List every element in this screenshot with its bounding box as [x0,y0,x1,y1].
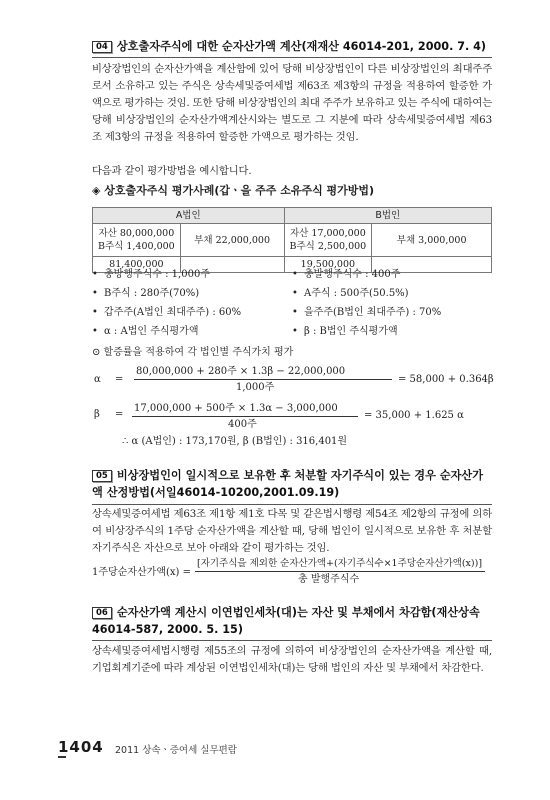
bullet-right-3: • 을주주(B법인 최대주주) : 70% [292,307,442,318]
section-4-paragraph: 비상장법인의 순자산가액을 계산함에 있어 당해 비상장법인이 다른 비상장법인의 최대주주로서 소유하고 있는 주식은 상속세및증여세법 제63조 제3항의 규정을 적용하여 할증한 가액으로 평가하는 것임. 또한 당해 비상장법인의 최대 주주가 보유하고 있는 주식에 대하여는 당해 비상장법인의 순자산가액계산시와는 별도로 그 지분에 따라 상속세및증여세법 제63조 제3항의 규정을 적용하여 할증한 가액으로 평가하는 것임. [92,63,492,143]
table-b-total: 19,500,000 [284,257,372,273]
formula1-denominator: 1,000주 [236,382,275,393]
section-4-heading [92,38,492,55]
formula2-eq: = [115,409,124,420]
bullet-right-4: • β : B법인 주식평가액 [292,326,398,337]
formula1-fraction-bar [134,379,392,380]
formula2-rhs: = 35,000 + 1.625 α [364,410,464,421]
bullet-text: 총방행주식수 : 1,000주 [104,269,210,280]
page-number-underline [58,756,66,758]
bullet-left-2: • B주식 : 280주(70%) [92,288,200,299]
table-header-a: A법인 [93,208,285,224]
conclusion: ∴ α (A법인) : 173,170원, β (B법인) : 316,401원 [122,436,348,447]
table-a-total: 81,400,000 [93,257,181,273]
bullet-text: 을주주(B법인 최대주주) : 70% [304,307,442,318]
section-4-title: 상호출자주식에 대한 순자산가액 계산(재재산 46014-201, 2000. 7. 4) [116,40,487,53]
valuation-table [92,207,492,273]
section-6-paragraph: 상속세및증여세법시행령 제55조의 규정에 의하여 비상장법인의 순자산가액을 계산할 때, 기업회계기준에 따라 계상된 이연법인세차(대)는 당해 법인의 자산 및 부채에서 차감한다. [92,645,492,674]
bullet-text: 갑주주(A법인 최대주주) : 60% [104,307,242,318]
formula2-denominator: 400주 [228,419,257,430]
bullet-right-2: • A주식 : 500주(50.5%) [292,288,409,299]
formula2-numerator: 17,000,000 + 500주 × 1.3α − 3,000,000 [134,403,338,414]
formula1-lhs: α [94,374,101,385]
bullet-right-1: • 총발행주식수 : 400주 [292,269,401,280]
a-bshares-line: B주식 1,400,000 [98,241,175,252]
formula3-lhs: 1주당순자산가액(x) = [92,567,191,578]
section-5-paragraph: 상속세및증여세법 제63조 제1항 제1호 다목 및 같은법시행령 제54조 제2항의 규정에 의하여 비상장주식의 1주당 순자산가액을 계산할 때, 당해 법인이 일시적으로 보유한 후 처분할 자기주식은 자산으로 보아 아래와 같이 평가하는 것임. [92,508,492,554]
formula3-numerator: [자기주식을 제외한 순자산가액+(자기주식수×1주당순자산가액(x))] [197,558,483,569]
bullet-text: α : A법인 주식평가액 [104,326,199,337]
section-5-heading [92,467,492,501]
bullet-text: 총발행주식수 : 400주 [304,269,401,280]
bullet-left-3: • 갑주주(A법인 최대주주) : 60% [92,307,242,318]
b-assets-line: 자산 17,000,000 [289,228,366,239]
page-number: 1404 [58,738,104,756]
bullet-text: A주식 : 500주(50.5%) [304,288,409,299]
section-6-rule [92,640,492,641]
book-title: 2011 상속ㆍ증여세 실무편람 [115,745,237,756]
table-a-debt: 부채 22,000,000 [180,224,284,257]
section-4-rule [92,57,492,58]
section-4-subheading: ◈ 상호출자주식 평가사례(갑ㆍ을 주주 소유주식 평가방법) [92,184,375,197]
section-5-title: 비상장법인이 일시적으로 보유한 후 처분할 자기주식이 있는 경우 순자산가액 산정방법(서일46014-10200,2001.09.19) [92,469,484,499]
formula3-denominator: 총 발행주식수 [298,574,360,585]
section-4-intro: 다음과 같이 평가방법을 예시합니다. [92,165,252,177]
bullet-left-4: • α : A법인 주식평가액 [92,326,199,337]
section-6-title: 순자산가액 계산시 이연법인세차(대)는 자산 및 부채에서 차감함(재산상속 46014-587, 2000. 5. 15) [92,606,480,636]
section-6-number: 06 [92,607,112,619]
table-b-debt: 부채 3,000,000 [372,224,492,257]
section-4-number: 04 [92,41,112,53]
formula2-fraction-bar [132,416,358,417]
formula1-eq: = [115,374,124,385]
formula1-rhs: = 58,000 + 0.364β [398,374,494,385]
formula3-fraction-bar [195,571,485,572]
section-6-heading [92,604,492,638]
bullet-text: B주식 : 280주(70%) [104,288,200,299]
table-b-assets [284,224,372,257]
table-a-assets [93,224,181,257]
bullet-text: β : B법인 주식평가액 [304,326,398,337]
formula1-numerator: 80,000,000 + 280주 × 1.3β − 22,000,000 [136,366,346,377]
b-ashares-line: B주식 2,500,000 [289,241,367,252]
calc-intro: ⊙ 할증률을 적용하여 각 법인별 주식가치 평가 [92,347,294,358]
table-header-b: B법인 [284,208,492,224]
bullet-left-1: • 총방행주식수 : 1,000주 [92,269,210,280]
a-assets-line: 자산 80,000,000 [98,228,175,239]
section-5-number: 05 [92,470,112,482]
formula2-lhs: β [94,409,100,420]
section-5-rule [92,504,492,505]
